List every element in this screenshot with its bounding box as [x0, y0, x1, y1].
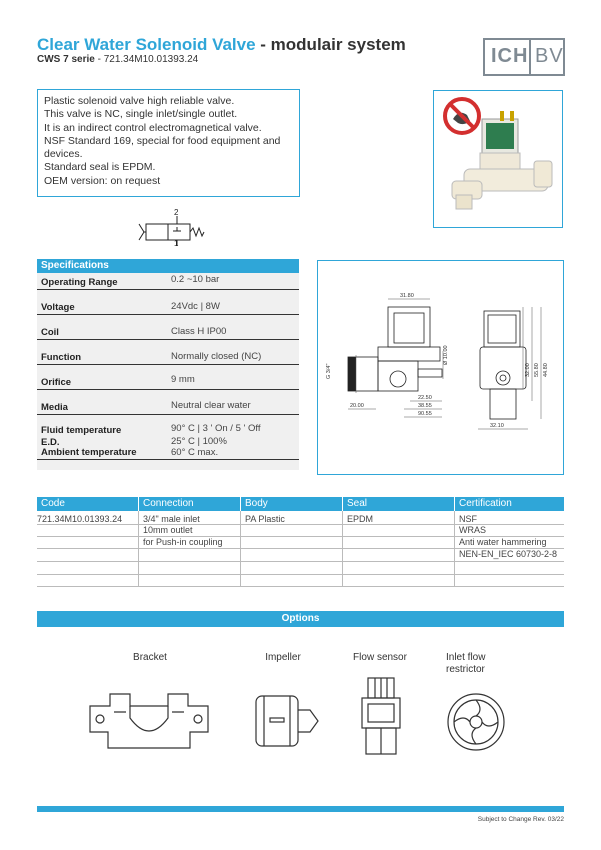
option-label-bracket: Bracket	[133, 652, 167, 663]
column-header-code: Code	[37, 497, 138, 511]
description-line: It is an indirect control electromagnetical valve.	[44, 121, 262, 134]
description-line: OEM version: on request	[44, 174, 161, 187]
dim-label: 44.80	[543, 363, 549, 377]
specifications-table	[37, 273, 299, 470]
dim-label: 32.00	[525, 363, 531, 377]
spec-row-coil: Coil Class H IP00	[37, 315, 299, 340]
part-number: 721.34M10.01393.24	[103, 54, 199, 65]
table-cell: NSF	[459, 514, 477, 524]
description-line: devices.	[44, 148, 83, 161]
dim-label: 90.55	[418, 411, 432, 417]
valve-symbol	[136, 210, 206, 250]
table-cell: NEN-EN_IEC 60730-2-8	[459, 549, 558, 559]
option-label-flow-sensor: Flow sensor	[353, 652, 407, 663]
option-label-inlet-flow-restrictor: Inlet flow restrictor	[446, 652, 486, 675]
table-cell: for Push-in coupling	[143, 537, 223, 547]
product-photo	[433, 90, 563, 228]
table-cell: PA Plastic	[245, 514, 285, 524]
column-header-certification: Certification	[455, 497, 564, 511]
dim-label: 38.55	[418, 403, 432, 409]
options-heading: Options	[37, 611, 564, 627]
dim-label: 20.00	[350, 403, 364, 409]
table-cell: Anti water hammering	[459, 537, 547, 547]
column-header-connection: Connection	[139, 497, 240, 511]
dim-label: 31.80	[400, 293, 414, 299]
description-box	[37, 89, 300, 197]
flow-sensor-image	[356, 672, 406, 760]
spec-row-function: Function Normally closed (NC)	[37, 340, 299, 365]
spec-row-voltage: Voltage 24Vdc | 8W	[37, 290, 299, 315]
spec-row-orifice: Orifice 9 mm	[37, 365, 299, 390]
bracket-image	[86, 688, 212, 754]
spec-row-media: Media Neutral clear water	[37, 390, 299, 415]
dim-label: 55.80	[534, 363, 540, 377]
table-cell: 3/4" male inlet	[143, 514, 200, 524]
spec-row-ambient-temperature: Ambient temperature 60° C max.	[37, 447, 299, 460]
port-label-bottom: 1	[174, 239, 179, 248]
description-line: Standard seal is EPDM.	[44, 161, 156, 174]
table-cell: 10mm outlet	[143, 525, 193, 535]
description-line: Plastic solenoid valve high reliable valve.	[44, 95, 235, 107]
dim-label: 22.50	[418, 395, 432, 401]
specifications-heading: Specifications	[37, 259, 299, 273]
column-header-body: Body	[241, 497, 342, 511]
page-title: Clear Water Solenoid Valve - modulair system	[37, 35, 406, 54]
inlet-flow-restrictor-image	[444, 690, 508, 754]
dim-label: G 3/4"	[326, 363, 332, 379]
option-label-impeller: Impeller	[265, 652, 301, 663]
company-logo: ICH BV	[483, 38, 565, 76]
description-line: NSF Standard 169, special for food equipment and	[44, 134, 281, 147]
series-label: CWS 7 serie	[37, 54, 95, 65]
description-line: This valve is NC, single inlet/single outlet.	[44, 108, 238, 121]
dim-label: Ø 10.00	[443, 345, 449, 365]
order-table	[37, 497, 564, 587]
table-cell: EPDM	[347, 514, 374, 524]
technical-drawing	[317, 260, 564, 475]
impeller-image	[252, 690, 324, 750]
spec-row-operating-range: Operating Range 0.2 ~10 bar	[37, 273, 299, 290]
table-cell: WRAS	[459, 525, 486, 535]
dim-label: 32.10	[490, 423, 504, 429]
footer-bar	[37, 806, 564, 812]
spec-row-fluid-temperature: Fluid temperature 90° C | 3 ' On / 5 ' Off	[41, 423, 261, 436]
port-label-top: 2	[174, 208, 179, 217]
column-header-seal: Seal	[343, 497, 454, 511]
spec-row-ed: E.D. 25° C | 100%	[41, 436, 227, 448]
subtitle: CWS 7 serie - 721.34M10.01393.24	[37, 54, 199, 65]
table-cell: 721.34M10.01393.24	[37, 514, 123, 524]
footer-revision: Subject to Change Rev. 03/22	[477, 816, 564, 823]
